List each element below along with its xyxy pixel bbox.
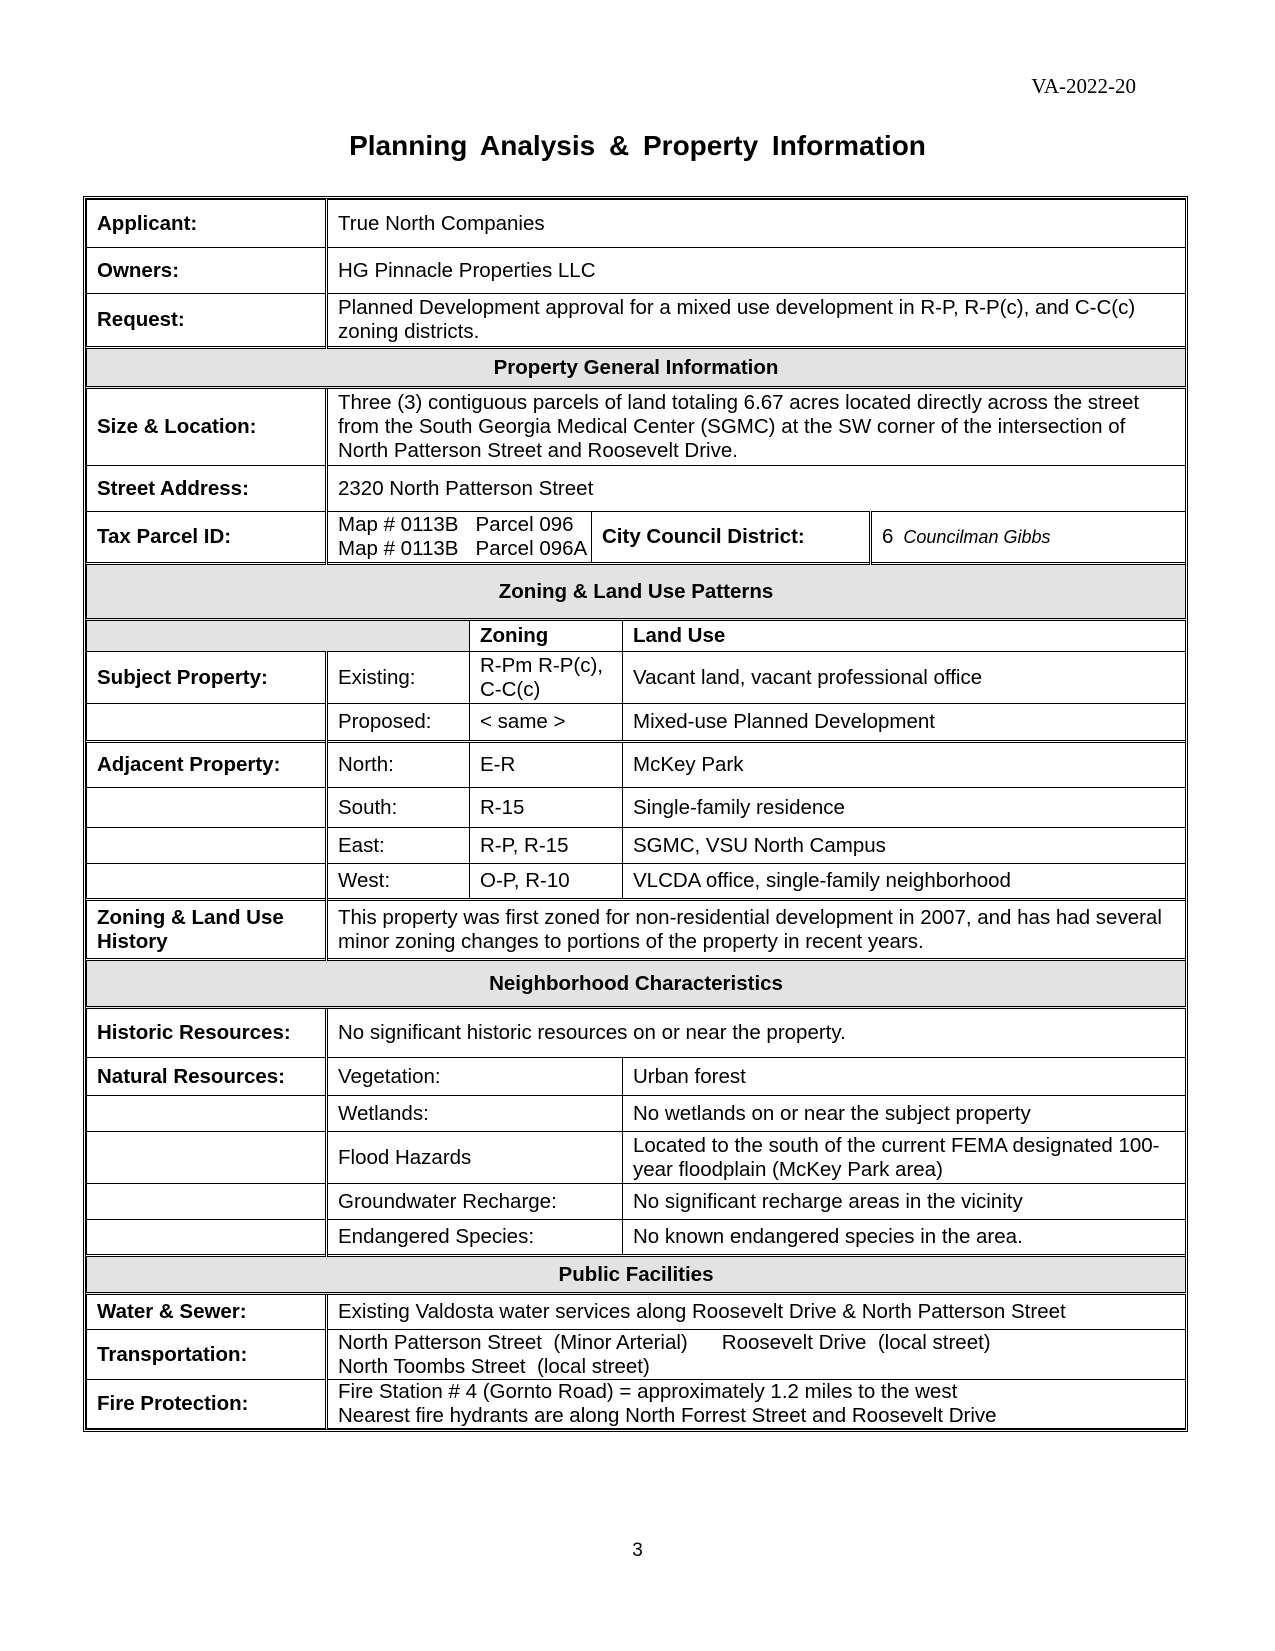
resource-value: Located to the south of the current FEMA designated 100-year floodplain (McKey Park area)	[623, 1132, 1186, 1184]
land-use: SGMC, VSU North Campus	[623, 828, 1186, 864]
zoning-code: E-R	[470, 742, 623, 788]
council-district-value	[871, 512, 1186, 564]
table-row	[87, 1096, 1186, 1132]
page-title: Planning Analysis & Property Information	[349, 130, 926, 161]
blank-label	[87, 704, 327, 742]
table-row	[87, 788, 1186, 828]
resource-value: No significant recharge areas in the vicinity	[623, 1184, 1186, 1220]
land-use: Vacant land, vacant professional office	[623, 652, 1186, 704]
zoning-history-value: This property was first zoned for non-residential development in 2007, and has had several minor zoning changes to portions of the property in recent years.	[327, 900, 1186, 960]
land-use: Mixed-use Planned Development	[623, 704, 1186, 742]
land-use-column-header: Land Use	[623, 620, 1186, 652]
land-use: Single-family residence	[623, 788, 1186, 828]
section-title-neighborhood: Neighborhood Characteristics	[87, 960, 1186, 1008]
table-row	[87, 1132, 1186, 1184]
transportation-road-3: North Toombs Street (local street)	[338, 1354, 650, 1378]
section-header-neighborhood	[87, 960, 1186, 1008]
fire-hydrant-line: Nearest fire hydrants are along North Forrest Street and Roosevelt Drive	[338, 1404, 997, 1427]
zoning-history-label: Zoning & Land Use History	[87, 900, 327, 960]
historic-resources-value: No significant historic resources on or near the property.	[327, 1008, 1186, 1058]
blank-label	[87, 1132, 327, 1184]
table-row	[87, 864, 1186, 900]
request-label: Request:	[87, 294, 327, 348]
zoning-header-blank	[87, 620, 470, 652]
section-header-facilities	[87, 1256, 1186, 1294]
section-title-zoning: Zoning & Land Use Patterns	[87, 564, 1186, 620]
page-number: 3	[632, 1540, 643, 1561]
case-number: VA-2022-20	[1031, 74, 1136, 98]
transportation-label: Transportation:	[87, 1330, 327, 1380]
zoning-column-header-row	[87, 620, 1186, 652]
transportation-road-2: Roosevelt Drive (local street)	[721, 1330, 991, 1354]
natural-resources-label: Natural Resources:	[87, 1058, 327, 1096]
zoning-direction: Proposed:	[327, 704, 470, 742]
fire-protection-label: Fire Protection:	[87, 1380, 327, 1429]
resource-name: Flood Hazards	[327, 1132, 623, 1184]
applicant-row	[87, 200, 1186, 248]
table-row	[87, 1220, 1186, 1256]
blank-label	[87, 864, 327, 900]
historic-resources-label: Historic Resources:	[87, 1008, 327, 1058]
size-location-value: Three (3) contiguous parcels of land totaling 6.67 acres located directly across the street from the South Georgia Medical Center (SGMC) at the SW corner of the intersection of North Patterson Street and Roosevelt Drive.	[327, 388, 1186, 466]
resource-name: Groundwater Recharge:	[327, 1184, 623, 1220]
size-location-row	[87, 388, 1186, 466]
blank-label	[87, 1096, 327, 1132]
zoning-code: R-Pm R-P(c), C-C(c)	[470, 652, 623, 704]
water-sewer-label: Water & Sewer:	[87, 1294, 327, 1330]
blank-label	[87, 828, 327, 864]
tax-parcel-line-1: Map # 0113B Parcel 096	[338, 513, 574, 536]
tax-parcel-row	[87, 512, 1186, 564]
zoning-direction: North:	[327, 742, 470, 788]
fire-protection-row	[87, 1380, 1186, 1429]
applicant-label: Applicant:	[87, 200, 327, 248]
table-row	[87, 742, 1186, 788]
tax-parcel-value	[327, 512, 592, 564]
resource-name: Vegetation:	[327, 1058, 623, 1096]
street-address-row	[87, 466, 1186, 512]
section-header-general	[87, 348, 1186, 388]
council-district-label: City Council District:	[592, 512, 871, 564]
applicant-value: True North Companies	[327, 200, 1186, 248]
adjacent-property-label: Adjacent Property:	[87, 742, 327, 788]
zoning-code: R-P, R-15	[470, 828, 623, 864]
size-location-label: Size & Location:	[87, 388, 327, 466]
owners-label: Owners:	[87, 248, 327, 294]
subject-property-label: Subject Property:	[87, 652, 327, 704]
zoning-code: O-P, R-10	[470, 864, 623, 900]
resource-value: No known endangered species in the area.	[623, 1220, 1186, 1256]
zoning-code: < same >	[470, 704, 623, 742]
owners-row	[87, 248, 1186, 294]
request-value: Planned Development approval for a mixed use development in R-P, R-P(c), and C-C(c) zoning districts.	[327, 294, 1186, 348]
water-sewer-value: Existing Valdosta water services along Roosevelt Drive & North Patterson Street	[327, 1294, 1186, 1330]
zoning-direction: West:	[327, 864, 470, 900]
street-address-label: Street Address:	[87, 466, 327, 512]
street-address-value: 2320 North Patterson Street	[327, 466, 1186, 512]
table-row	[87, 704, 1186, 742]
fire-station-line: Fire Station # 4 (Gornto Road) = approximately 1.2 miles to the west	[338, 1380, 958, 1403]
tax-parcel-line-2: Map # 0113B Parcel 096A	[338, 537, 588, 560]
councilman-name: Councilman Gibbs	[903, 527, 1051, 547]
table-row	[87, 652, 1186, 704]
fire-protection-value	[327, 1380, 1186, 1429]
tax-parcel-label: Tax Parcel ID:	[87, 512, 327, 564]
zoning-direction: East:	[327, 828, 470, 864]
land-use: McKey Park	[623, 742, 1186, 788]
blank-label	[87, 788, 327, 828]
land-use: VLCDA office, single-family neighborhood	[623, 864, 1186, 900]
section-title-facilities: Public Facilities	[87, 1256, 1186, 1294]
resource-value: Urban forest	[623, 1058, 1186, 1096]
resource-name: Wetlands:	[327, 1096, 623, 1132]
zoning-direction: Existing:	[327, 652, 470, 704]
transportation-value	[327, 1330, 1186, 1380]
table-row	[87, 828, 1186, 864]
section-header-zoning	[87, 564, 1186, 620]
owners-value: HG Pinnacle Properties LLC	[327, 248, 1186, 294]
transportation-row	[87, 1330, 1186, 1380]
water-sewer-row	[87, 1294, 1186, 1330]
council-district-number: 6	[882, 525, 894, 548]
table-row	[87, 1058, 1186, 1096]
zoning-history-row	[87, 900, 1186, 960]
blank-label	[87, 1184, 327, 1220]
transportation-road-1: North Patterson Street (Minor Arterial)	[338, 1330, 688, 1354]
zoning-column-header: Zoning	[470, 620, 623, 652]
zoning-code: R-15	[470, 788, 623, 828]
zoning-direction: South:	[327, 788, 470, 828]
table-row	[87, 1184, 1186, 1220]
historic-resources-row	[87, 1008, 1186, 1058]
request-row	[87, 294, 1186, 348]
section-title-general: Property General Information	[87, 348, 1186, 388]
property-info-table	[83, 196, 1188, 1432]
resource-name: Endangered Species:	[327, 1220, 623, 1256]
resource-value: No wetlands on or near the subject property	[623, 1096, 1186, 1132]
blank-label	[87, 1220, 327, 1256]
